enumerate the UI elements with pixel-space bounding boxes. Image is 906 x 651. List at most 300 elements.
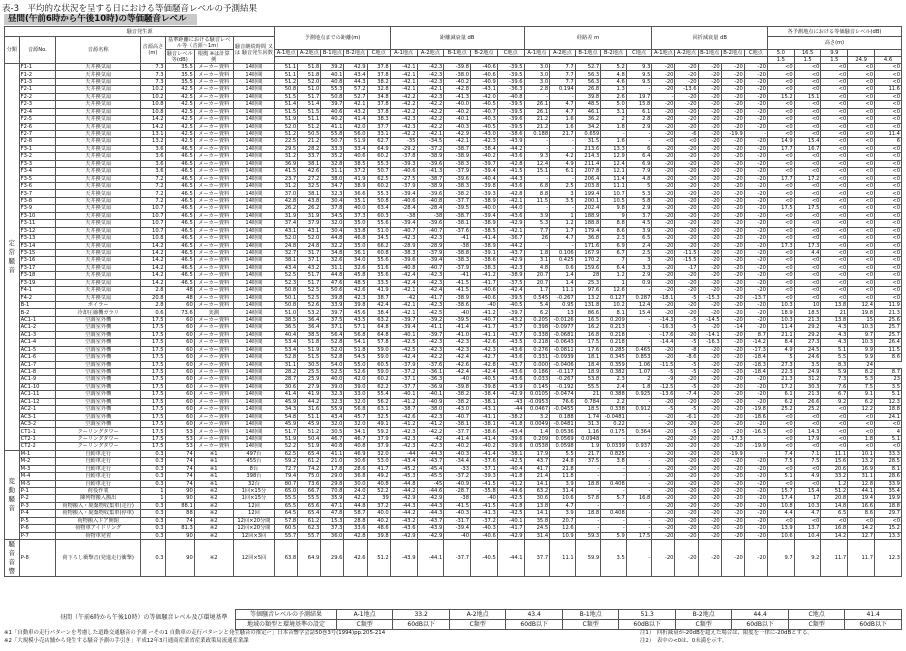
table-cell: 38.1: [298, 190, 321, 197]
header-result-height-top: [875, 50, 902, 57]
table-cell: <0: [848, 227, 875, 234]
table-cell: <0: [767, 443, 794, 450]
table-cell: -: [550, 242, 576, 249]
table-cell: -20: [675, 116, 698, 123]
table-cell: 51.1: [298, 116, 321, 123]
table-cell: 4.9: [550, 160, 576, 167]
table-cell: 60: [165, 376, 194, 383]
header-point: A-2地点: [417, 50, 444, 57]
table-cell: 170.2: [575, 257, 601, 264]
table-cell: 46.5: [165, 197, 194, 204]
table-cell: 57.8: [275, 517, 298, 524]
table-cell: <0: [767, 435, 794, 442]
table-cell: 空調室外機: [56, 398, 141, 405]
table-cell: -41.4: [471, 235, 498, 242]
table-cell: -43.6: [497, 346, 524, 353]
table-cell: 7.7: [550, 64, 576, 71]
table-cell: <0: [875, 64, 902, 71]
table-cell: 52.5: [275, 272, 298, 279]
table-cell: -44.0: [497, 205, 524, 212]
table-cell: 202.4: [575, 205, 601, 212]
table-cell: F3-9: [19, 205, 56, 212]
table-cell: 13.8: [524, 502, 550, 509]
table-cell: -42: [390, 294, 417, 301]
table-cell: -20: [652, 264, 675, 271]
table-cell: AC2-1: [19, 406, 56, 413]
table-cell: 37.9: [298, 220, 321, 227]
table-cell: 23.7: [275, 175, 298, 182]
table-cell: 6.2: [767, 398, 794, 405]
table-cell: <0: [794, 287, 821, 294]
table-cell: 1.07: [626, 368, 652, 375]
table-cell: 8.1: [875, 465, 902, 472]
table-cell: -37.2: [390, 368, 417, 375]
table-cell: 5.9: [601, 532, 627, 539]
table-cell: 32.0: [344, 421, 367, 428]
table-cell: -: [626, 487, 652, 494]
table-cell: 41.9: [367, 287, 390, 294]
table-cell: -20: [698, 487, 721, 494]
summary-cell: 41.4: [845, 610, 902, 620]
table-cell: 41.5: [275, 168, 298, 175]
table-cell: -20: [698, 413, 721, 420]
table-cell: -20: [744, 249, 767, 256]
table-cell: 0.382: [601, 368, 627, 375]
table-cell: -: [626, 450, 652, 457]
table-cell: <0: [767, 101, 794, 108]
table-cell: -20: [698, 272, 721, 279]
table-cell: -40.3: [444, 450, 471, 457]
table-cell: -20: [698, 235, 721, 242]
table-row: [5, 272, 902, 279]
table-cell: 0.127: [601, 294, 627, 301]
table-row: [5, 116, 902, 123]
table-cell: -37.7: [444, 540, 471, 577]
table-cell: F2-8: [19, 138, 56, 145]
table-cell: -20: [652, 197, 675, 204]
table-cell: 27.3: [794, 339, 821, 346]
table-cell: -20: [698, 473, 721, 480]
table-cell: <0: [794, 108, 821, 115]
table-cell: -11.5: [675, 249, 698, 256]
table-cell: -20: [652, 354, 675, 361]
table-cell: -42.4: [390, 279, 417, 286]
table-cell: 10.6: [550, 495, 576, 502]
table-cell: -20: [721, 190, 744, 197]
table-cell: -14.3: [652, 316, 675, 323]
table-cell: <0: [821, 257, 848, 264]
table-cell: 3.5: [794, 361, 821, 368]
table-cell: 14時間: [233, 376, 274, 383]
summary-row1-label: 等価騒音レベルの予測結果: [236, 610, 337, 620]
table-cell: 90: [165, 487, 194, 494]
table-row: [5, 257, 902, 264]
header-point: B-1地点: [575, 50, 601, 57]
table-cell: 188.8: [575, 220, 601, 227]
table-cell: -20: [698, 480, 721, 487]
table-cell: 14時間: [233, 279, 274, 286]
table-cell: 1.7: [524, 287, 550, 294]
table-cell: 7: [601, 257, 627, 264]
table-cell: 21.2: [298, 138, 321, 145]
table-cell: 26.2: [298, 205, 321, 212]
table-cell: -20: [721, 443, 744, 450]
table-cell: -43.9: [390, 540, 417, 577]
table-cell: -20: [744, 458, 767, 465]
table-cell: ※2: [194, 532, 233, 539]
table-cell: -36.9: [417, 383, 444, 390]
table-cell: 48.5: [575, 101, 601, 108]
table-cell: -37.2: [444, 473, 471, 480]
table-cell: <0: [675, 138, 698, 145]
table-cell: -20: [721, 64, 744, 71]
table-cell: 6.1: [767, 391, 794, 398]
table-cell: 14時間: [233, 339, 274, 346]
table-cell: 64.8: [367, 331, 390, 338]
table-cell: 14時間: [233, 138, 274, 145]
table-cell: -20: [744, 272, 767, 279]
table-cell: -20: [652, 450, 675, 457]
table-cell: 5.9: [821, 368, 848, 375]
summary-cell: B-2地点: [675, 610, 732, 620]
table-cell: -8: [675, 346, 698, 353]
table-cell: -42.4: [497, 287, 524, 294]
table-cell: 14時間: [233, 346, 274, 353]
table-cell: -20: [652, 428, 675, 435]
table-cell: P-7: [19, 532, 56, 539]
table-cell: <0: [848, 108, 875, 115]
table-cell: 0.3: [141, 465, 165, 472]
table-cell: -: [626, 413, 652, 420]
table-cell: 26.4: [875, 339, 902, 346]
table-cell: 0.425: [550, 257, 576, 264]
table-cell: 48: [165, 294, 194, 301]
table-cell: -38: [390, 212, 417, 219]
table-cell: <0: [767, 428, 794, 435]
table-cell: -20: [698, 108, 721, 115]
table-cell: 15.1: [524, 168, 550, 175]
table-row: [5, 235, 902, 242]
table-cell: -0.192: [550, 383, 576, 390]
table-cell: -37.6: [444, 227, 471, 234]
table-cell: -40.1: [390, 391, 417, 398]
table-cell: 9.3: [626, 64, 652, 71]
table-cell: 51.9: [275, 116, 298, 123]
table-cell: メーカー資料: [194, 93, 233, 100]
table-cell: 15.2: [875, 525, 902, 532]
table-cell: 14時間: [233, 383, 274, 390]
table-cell: -20: [744, 190, 767, 197]
table-cell: -0.0406: [550, 361, 576, 368]
table-cell: <0: [848, 242, 875, 249]
table-cell: 43.8: [298, 197, 321, 204]
table-cell: -20: [652, 398, 675, 405]
table-cell: -44.3: [417, 510, 444, 517]
table-cell: -44.3: [417, 502, 444, 509]
table-cell: 52.6: [344, 368, 367, 375]
table-cell: -20: [698, 502, 721, 509]
table-cell: 0.188: [524, 130, 550, 137]
table-cell: F3-18: [19, 272, 56, 279]
table-cell: M-5: [19, 480, 56, 487]
table-cell: 3.0: [524, 71, 550, 78]
table-cell: 自動車走行: [56, 473, 141, 480]
table-cell: 5.1: [875, 435, 902, 442]
table-cell: -20: [721, 108, 744, 115]
footnote: 注2） 表中の<0は、0未満を示す。: [640, 637, 728, 644]
table-cell: 32.3: [321, 190, 344, 197]
table-row: [5, 368, 902, 375]
table-cell: 52.8: [321, 339, 344, 346]
table-cell: -20: [744, 145, 767, 152]
table-cell: AC1-5: [19, 346, 56, 353]
table-cell: メーカー資料: [194, 435, 233, 442]
table-cell: -20: [652, 64, 675, 71]
table-cell: F2-7: [19, 130, 56, 137]
table-cell: 75.0: [298, 473, 321, 480]
table-cell: 自動車走行: [56, 465, 141, 472]
table-cell: 17.5: [141, 339, 165, 346]
summary-table: [235, 609, 902, 630]
table-cell: -17.3: [744, 346, 767, 353]
table-cell: 42.5: [165, 123, 194, 130]
table-cell: -: [626, 435, 652, 442]
table-cell: 24.8: [298, 242, 321, 249]
table-cell: 32.8: [367, 86, 390, 93]
table-cell: 35.6: [367, 272, 390, 279]
table-cell: -20: [698, 368, 721, 375]
table-cell: メーカー資料: [194, 279, 233, 286]
table-cell: -: [626, 510, 652, 517]
table-cell: -5: [675, 316, 698, 323]
table-cell: -20: [652, 480, 675, 487]
table-cell: 空調室外機: [56, 324, 141, 331]
table-cell: 37.7: [367, 123, 390, 130]
table-cell: 0.408: [601, 510, 627, 517]
table-cell: -20: [721, 398, 744, 405]
table-cell: -20: [675, 443, 698, 450]
table-cell: 0.9: [626, 279, 652, 286]
table-cell: メーカー資料: [194, 190, 233, 197]
table-cell: -20: [721, 257, 744, 264]
table-cell: -20: [675, 487, 698, 494]
table-row: [5, 540, 902, 577]
table-cell: 51.5: [298, 354, 321, 361]
table-cell: 52.0: [275, 123, 298, 130]
header-result-height-val: 1.5: [767, 57, 794, 64]
table-cell: 159.6: [575, 264, 601, 271]
table-cell: -0.0481: [601, 413, 627, 420]
table-cell: 25.2: [794, 406, 821, 413]
table-cell: 10.8: [141, 235, 165, 242]
table-cell: 37.3: [344, 212, 367, 219]
table-cell: -42.2: [390, 93, 417, 100]
table-cell: 36.1: [344, 249, 367, 256]
table-cell: -: [652, 93, 675, 100]
table-cell: 14時間: [233, 190, 274, 197]
table-cell: 41.4: [275, 391, 298, 398]
summary-cell: 60dB以下: [506, 620, 563, 630]
table-cell: 40.1: [321, 71, 344, 78]
table-cell: AC1-1: [19, 316, 56, 323]
table-cell: 14時間: [233, 86, 274, 93]
table-cell: <0: [821, 71, 848, 78]
table-cell: -5: [675, 361, 698, 368]
table-row: [5, 227, 902, 234]
table-cell: 171.6: [575, 242, 601, 249]
table-cell: 17.5: [141, 435, 165, 442]
table-cell: 90: [165, 532, 194, 539]
table-cell: -42.5: [497, 510, 524, 517]
table-cell: 46.5: [165, 145, 194, 152]
table-cell: -18.6: [744, 413, 767, 420]
table-cell: -40.8: [390, 264, 417, 271]
table-cell: -20: [675, 502, 698, 509]
table-row: [5, 383, 902, 390]
table-cell: <0: [875, 153, 902, 160]
table-cell: 38.9: [344, 183, 367, 190]
table-cell: メーカー資料: [194, 316, 233, 323]
table-cell: F3-13: [19, 235, 56, 242]
table-cell: 37.5: [321, 316, 344, 323]
table-cell: -40.7: [417, 227, 444, 234]
table-cell: -: [626, 502, 652, 509]
table-cell: 207.8: [575, 168, 601, 175]
table-cell: 42.4: [367, 302, 390, 309]
table-cell: -42.1: [390, 302, 417, 309]
table-cell: CT2-1: [19, 435, 56, 442]
table-cell: 18.8: [875, 406, 902, 413]
table-cell: -37.6: [471, 458, 498, 465]
table-cell: 65.0: [275, 487, 298, 494]
table-cell: 6.7: [821, 391, 848, 398]
header-source: 騒音発生源: [5, 27, 275, 37]
table-cell: <0: [821, 421, 848, 428]
table-cell: -20: [675, 160, 698, 167]
table-cell: 天井換気扇: [56, 249, 141, 256]
table-cell: <0: [767, 130, 794, 137]
table-cell: 19.7: [626, 93, 652, 100]
table-cell: 17.2: [794, 175, 821, 182]
table-cell: -38.1: [471, 421, 498, 428]
table-cell: -42.9: [417, 495, 444, 502]
table-cell: 42.6: [344, 540, 367, 577]
table-cell: -37.1: [390, 376, 417, 383]
table-cell: -35.8: [471, 487, 498, 494]
table-cell: 3: [550, 190, 576, 197]
table-cell: -20: [698, 101, 721, 108]
table-cell: 5: [626, 183, 652, 190]
table-cell: <0: [848, 517, 875, 524]
table-cell: -20: [698, 458, 721, 465]
table-cell: 55.6: [367, 257, 390, 264]
table-cell: 14時間: [233, 391, 274, 398]
table-cell: 50.7: [321, 138, 344, 145]
table-cell: <0: [767, 227, 794, 234]
table-cell: -20: [744, 287, 767, 294]
table-cell: -20: [675, 495, 698, 502]
table-cell: 0.3: [141, 510, 165, 517]
table-cell: -: [626, 324, 652, 331]
table-cell: -40.2: [471, 153, 498, 160]
table-cell: -20: [698, 145, 721, 152]
table-cell: 14時間: [233, 406, 274, 413]
table-row: [5, 495, 902, 502]
table-cell: 12回×5回: [233, 540, 274, 577]
table-cell: -: [575, 487, 601, 494]
table-row: [5, 160, 902, 167]
table-cell: -20: [721, 116, 744, 123]
table-cell: 29.2: [794, 331, 821, 338]
footnote: ※1「自動車の走行パターンを考慮した道路交通騒音の予測 ーその1 自動車の走行パターンと発生騒音の推定ー」日本音響学会誌50巻3号(1994)pp.205-214: [4, 630, 386, 636]
table-cell: 57.2: [344, 86, 367, 93]
table-cell: 37.0: [275, 190, 298, 197]
table-cell: 33.6: [344, 525, 367, 532]
table-cell: 37.1: [298, 257, 321, 264]
table-cell: -20: [721, 517, 744, 524]
table-cell: -42.3: [417, 279, 444, 286]
table-cell: 12.4: [626, 302, 652, 309]
table-cell: 63.1: [367, 406, 390, 413]
table-cell: 14.9: [767, 138, 794, 145]
table-cell: -20: [652, 510, 675, 517]
table-cell: 天井換気扇: [56, 190, 141, 197]
table-cell: -0.0977: [550, 324, 576, 331]
table-cell: <0: [767, 272, 794, 279]
table-cell: -20: [652, 525, 675, 532]
table-cell: -42.1: [390, 287, 417, 294]
table-cell: メーカー資料: [194, 101, 233, 108]
table-cell: -20: [675, 421, 698, 428]
table-cell: 62.5: [367, 175, 390, 182]
table-cell: 47.8: [321, 510, 344, 517]
table-cell: -31.7: [444, 517, 471, 524]
table-cell: <0: [794, 123, 821, 130]
table-cell: AC1-3: [19, 331, 56, 338]
table-row: [5, 183, 902, 190]
table-cell: 6: [626, 145, 652, 152]
table-cell: 53: [165, 435, 194, 442]
table-cell: <0: [821, 287, 848, 294]
table-cell: 3.1: [524, 257, 550, 264]
table-cell: 60.5: [275, 525, 298, 532]
table-cell: メーカー資料: [194, 71, 233, 78]
table-cell: 51.9: [298, 443, 321, 450]
table-cell: -39.7: [497, 309, 524, 316]
table-cell: 14.2: [821, 532, 848, 539]
table-cell: AC1-11: [19, 391, 56, 398]
table-cell: <0: [794, 101, 821, 108]
table-cell: <0: [821, 264, 848, 271]
header-result-height-top: 16.5: [794, 50, 821, 57]
table-row: [5, 465, 902, 472]
table-cell: 天井換気扇: [56, 123, 141, 130]
table-cell: 20.8: [821, 495, 848, 502]
table-cell: 17.5: [141, 428, 165, 435]
table-cell: <0: [848, 279, 875, 286]
table-cell: <0: [767, 264, 794, 271]
table-cell: 空調室外機: [56, 406, 141, 413]
table-cell: 8.2: [848, 368, 875, 375]
table-cell: -19.9: [721, 450, 744, 457]
table-cell: 51.0: [275, 309, 298, 316]
table-cell: -20: [721, 227, 744, 234]
table-cell: -39.4: [417, 257, 444, 264]
table-cell: 7.2: [141, 197, 165, 204]
table-cell: -42.4: [390, 272, 417, 279]
table-cell: AC1-12: [19, 398, 56, 405]
table-cell: 2.8: [626, 116, 652, 123]
